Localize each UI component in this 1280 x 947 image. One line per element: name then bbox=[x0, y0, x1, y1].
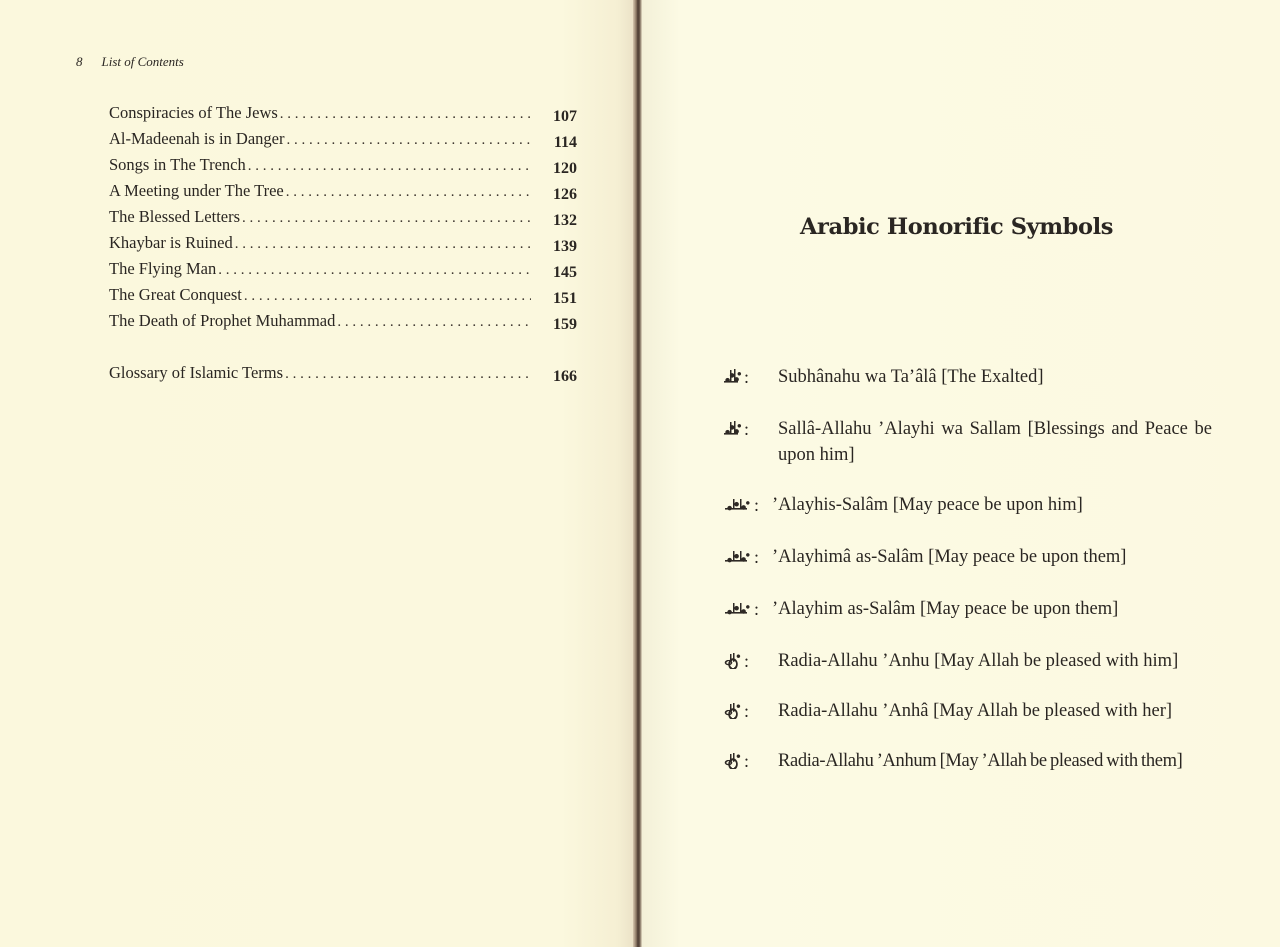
salla-allahu-alayhi-wa-sallam-calligraphy-icon bbox=[724, 421, 742, 437]
toc-entry bbox=[109, 311, 577, 337]
symbol-meaning: Sallâ-Allahu ’Alayhi wa Sallam [Blessings and Peace be upon him] bbox=[778, 419, 1212, 465]
toc-entry-page: 120 bbox=[553, 160, 577, 177]
symbol-meaning: ’Alayhimâ as-Salâm [May peace be upon them] bbox=[772, 547, 1127, 567]
toc-entry bbox=[109, 233, 577, 259]
toc-entry-page: 145 bbox=[553, 264, 577, 281]
toc-entry-page: 132 bbox=[553, 212, 577, 229]
list-item bbox=[724, 648, 1212, 674]
list-item bbox=[724, 748, 1212, 774]
symbol-meaning: Radia-Allahu ’Anhâ [May Allah be pleased with her] bbox=[778, 701, 1173, 721]
toc-spacer bbox=[109, 337, 577, 363]
page-number: 8 bbox=[76, 54, 83, 69]
dot-leader bbox=[337, 314, 531, 331]
running-head-title: List of Contents bbox=[101, 54, 184, 69]
toc-entry-page: 139 bbox=[553, 238, 577, 255]
toc-entry-page: 166 bbox=[553, 368, 577, 385]
toc-entry-title: Conspiracies of The Jews bbox=[109, 103, 278, 122]
toc-entry-page: 126 bbox=[553, 186, 577, 203]
right-page bbox=[642, 0, 1280, 947]
toc-entry-title: The Flying Man bbox=[109, 259, 217, 278]
symbol-meaning: ’Alayhim as-Salâm [May peace be upon them] bbox=[772, 599, 1119, 619]
symbol-meaning: Subhânahu wa Ta’âlâ [The Exalted] bbox=[778, 367, 1044, 387]
table-of-contents bbox=[109, 103, 577, 389]
toc-entry-page: 114 bbox=[553, 134, 577, 151]
dot-leader bbox=[286, 132, 531, 149]
toc-entry bbox=[109, 181, 577, 207]
list-item bbox=[724, 698, 1212, 724]
toc-entry-title: Al-Madeenah is in Danger bbox=[109, 129, 285, 148]
toc-entry bbox=[109, 129, 577, 155]
list-item bbox=[724, 364, 1212, 390]
dot-leader bbox=[235, 236, 531, 253]
toc-entry-title: A Meeting under The Tree bbox=[109, 181, 284, 200]
toc-entry-title: The Great Conquest bbox=[109, 285, 242, 304]
list-item bbox=[724, 492, 1212, 518]
dot-leader bbox=[280, 106, 531, 123]
toc-entry-page: 159 bbox=[553, 316, 577, 333]
honorific-symbols-list bbox=[724, 364, 1212, 774]
toc-entry-title: The Blessed Letters bbox=[109, 207, 241, 226]
symbol-meaning: Radia-Allahu ’Anhum [May ’Allah be pleased with them] bbox=[778, 751, 1183, 771]
radia-allahu-anhu-calligraphy-icon bbox=[724, 653, 742, 669]
toc-entry-title: Khaybar is Ruined bbox=[109, 233, 233, 252]
toc-entry-title: Songs in The Trench bbox=[109, 155, 246, 174]
dot-leader bbox=[218, 262, 531, 279]
dot-leader bbox=[286, 184, 531, 201]
symbol-meaning: Radia-Allahu ’Anhu [May Allah be pleased with him] bbox=[778, 651, 1179, 671]
separator: : bbox=[754, 547, 760, 567]
dot-leader bbox=[242, 210, 531, 227]
toc-entry-page: 107 bbox=[553, 108, 577, 125]
alayhis-salam-calligraphy-icon bbox=[724, 499, 752, 512]
subhanahu-wa-taala-calligraphy-icon bbox=[724, 369, 742, 385]
toc-entry bbox=[109, 207, 577, 233]
separator: : bbox=[754, 495, 760, 515]
toc-entry bbox=[109, 103, 577, 129]
toc-entry-glossary bbox=[109, 363, 577, 389]
left-page bbox=[0, 0, 637, 947]
separator: : bbox=[744, 419, 750, 439]
symbol-meaning: ’Alayhis-Salâm [May peace be upon him] bbox=[772, 495, 1083, 515]
separator: : bbox=[744, 751, 750, 771]
separator: : bbox=[754, 599, 760, 619]
alayhim-as-salam-calligraphy-icon bbox=[724, 603, 752, 616]
book-gutter bbox=[633, 0, 642, 947]
dot-leader bbox=[248, 158, 531, 175]
running-head bbox=[76, 54, 184, 70]
dot-leader bbox=[285, 366, 531, 383]
dot-leader bbox=[244, 288, 531, 305]
radia-allahu-anhum-calligraphy-icon bbox=[724, 753, 742, 769]
toc-entry bbox=[109, 285, 577, 311]
list-item bbox=[724, 416, 1212, 468]
separator: : bbox=[744, 367, 750, 387]
alayhima-as-salam-calligraphy-icon bbox=[724, 551, 752, 564]
toc-entry-title: The Death of Prophet Muhammad bbox=[109, 311, 336, 330]
page-title: Arabic Honorific Symbols bbox=[800, 214, 1113, 240]
list-item bbox=[724, 544, 1212, 570]
radia-allahu-anha-calligraphy-icon bbox=[724, 703, 742, 719]
separator: : bbox=[744, 651, 750, 671]
toc-entry-page: 151 bbox=[553, 290, 577, 307]
toc-entry-title: Glossary of Islamic Terms bbox=[109, 363, 284, 382]
list-item bbox=[724, 596, 1212, 622]
toc-entry bbox=[109, 155, 577, 181]
toc-entry bbox=[109, 259, 577, 285]
separator: : bbox=[744, 701, 750, 721]
